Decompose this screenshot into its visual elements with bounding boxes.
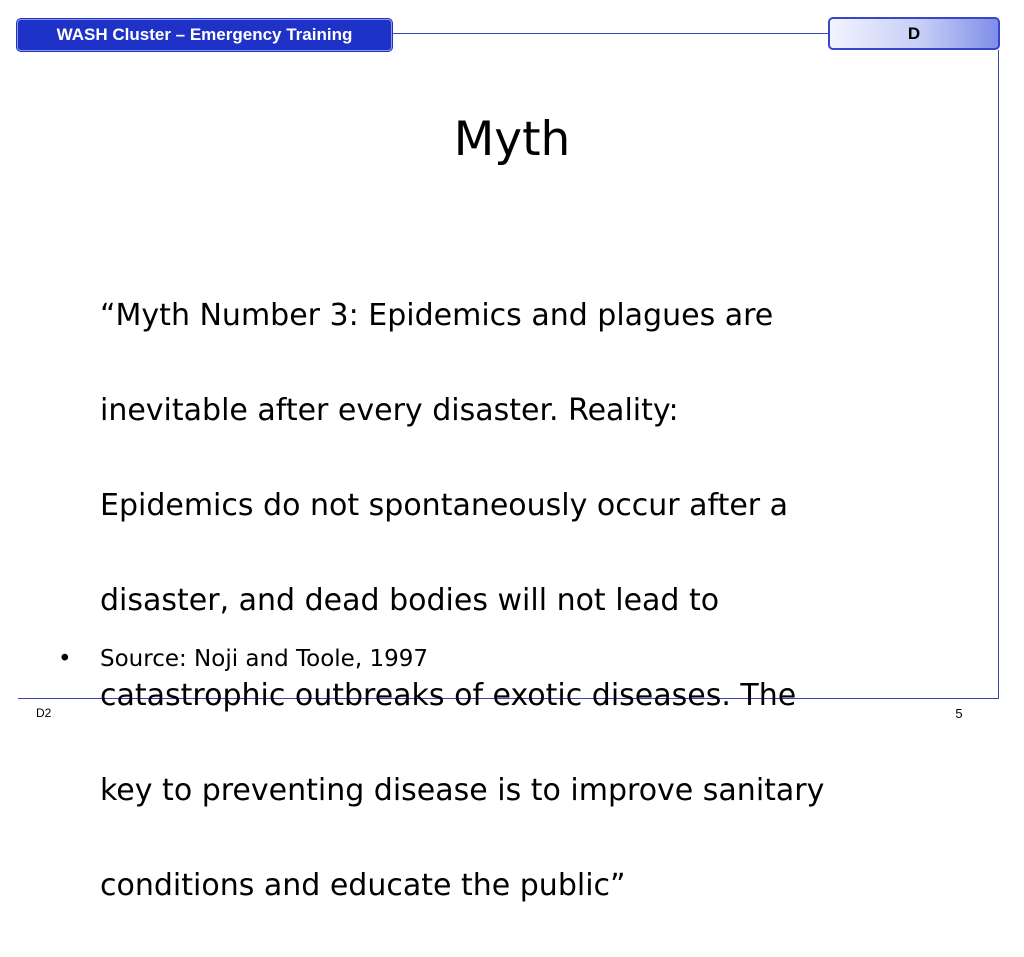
slide-title: Myth [453,112,571,167]
footer-module-code: D2 [36,706,52,720]
quote-line: Epidemics do not spontaneously occur after a [100,487,789,523]
quote-line: “Myth Number 3: Epidemics and plagues are [100,297,774,333]
quote-line: inevitable after every disaster. Reality: [100,392,679,428]
top-rule [392,33,830,34]
header-tab: WASH Cluster – Emergency Training [17,19,392,51]
quote-line: key to preventing disease is to improve sanitary [100,772,825,808]
quote-line: conditions and educate the public” [100,867,626,903]
source-bullet-item [58,644,758,674]
section-tab: D [828,17,1000,50]
source-text: Source: Noji and Toole, 1997 [100,646,428,672]
quote-line: catastrophic outbreaks of exotic diseases. The [100,677,797,713]
bullet-icon: • [58,646,72,672]
quote-line: disaster, and dead bodies will not lead to [100,582,720,618]
page-number: 5 [955,706,963,721]
quote-text [100,244,995,957]
